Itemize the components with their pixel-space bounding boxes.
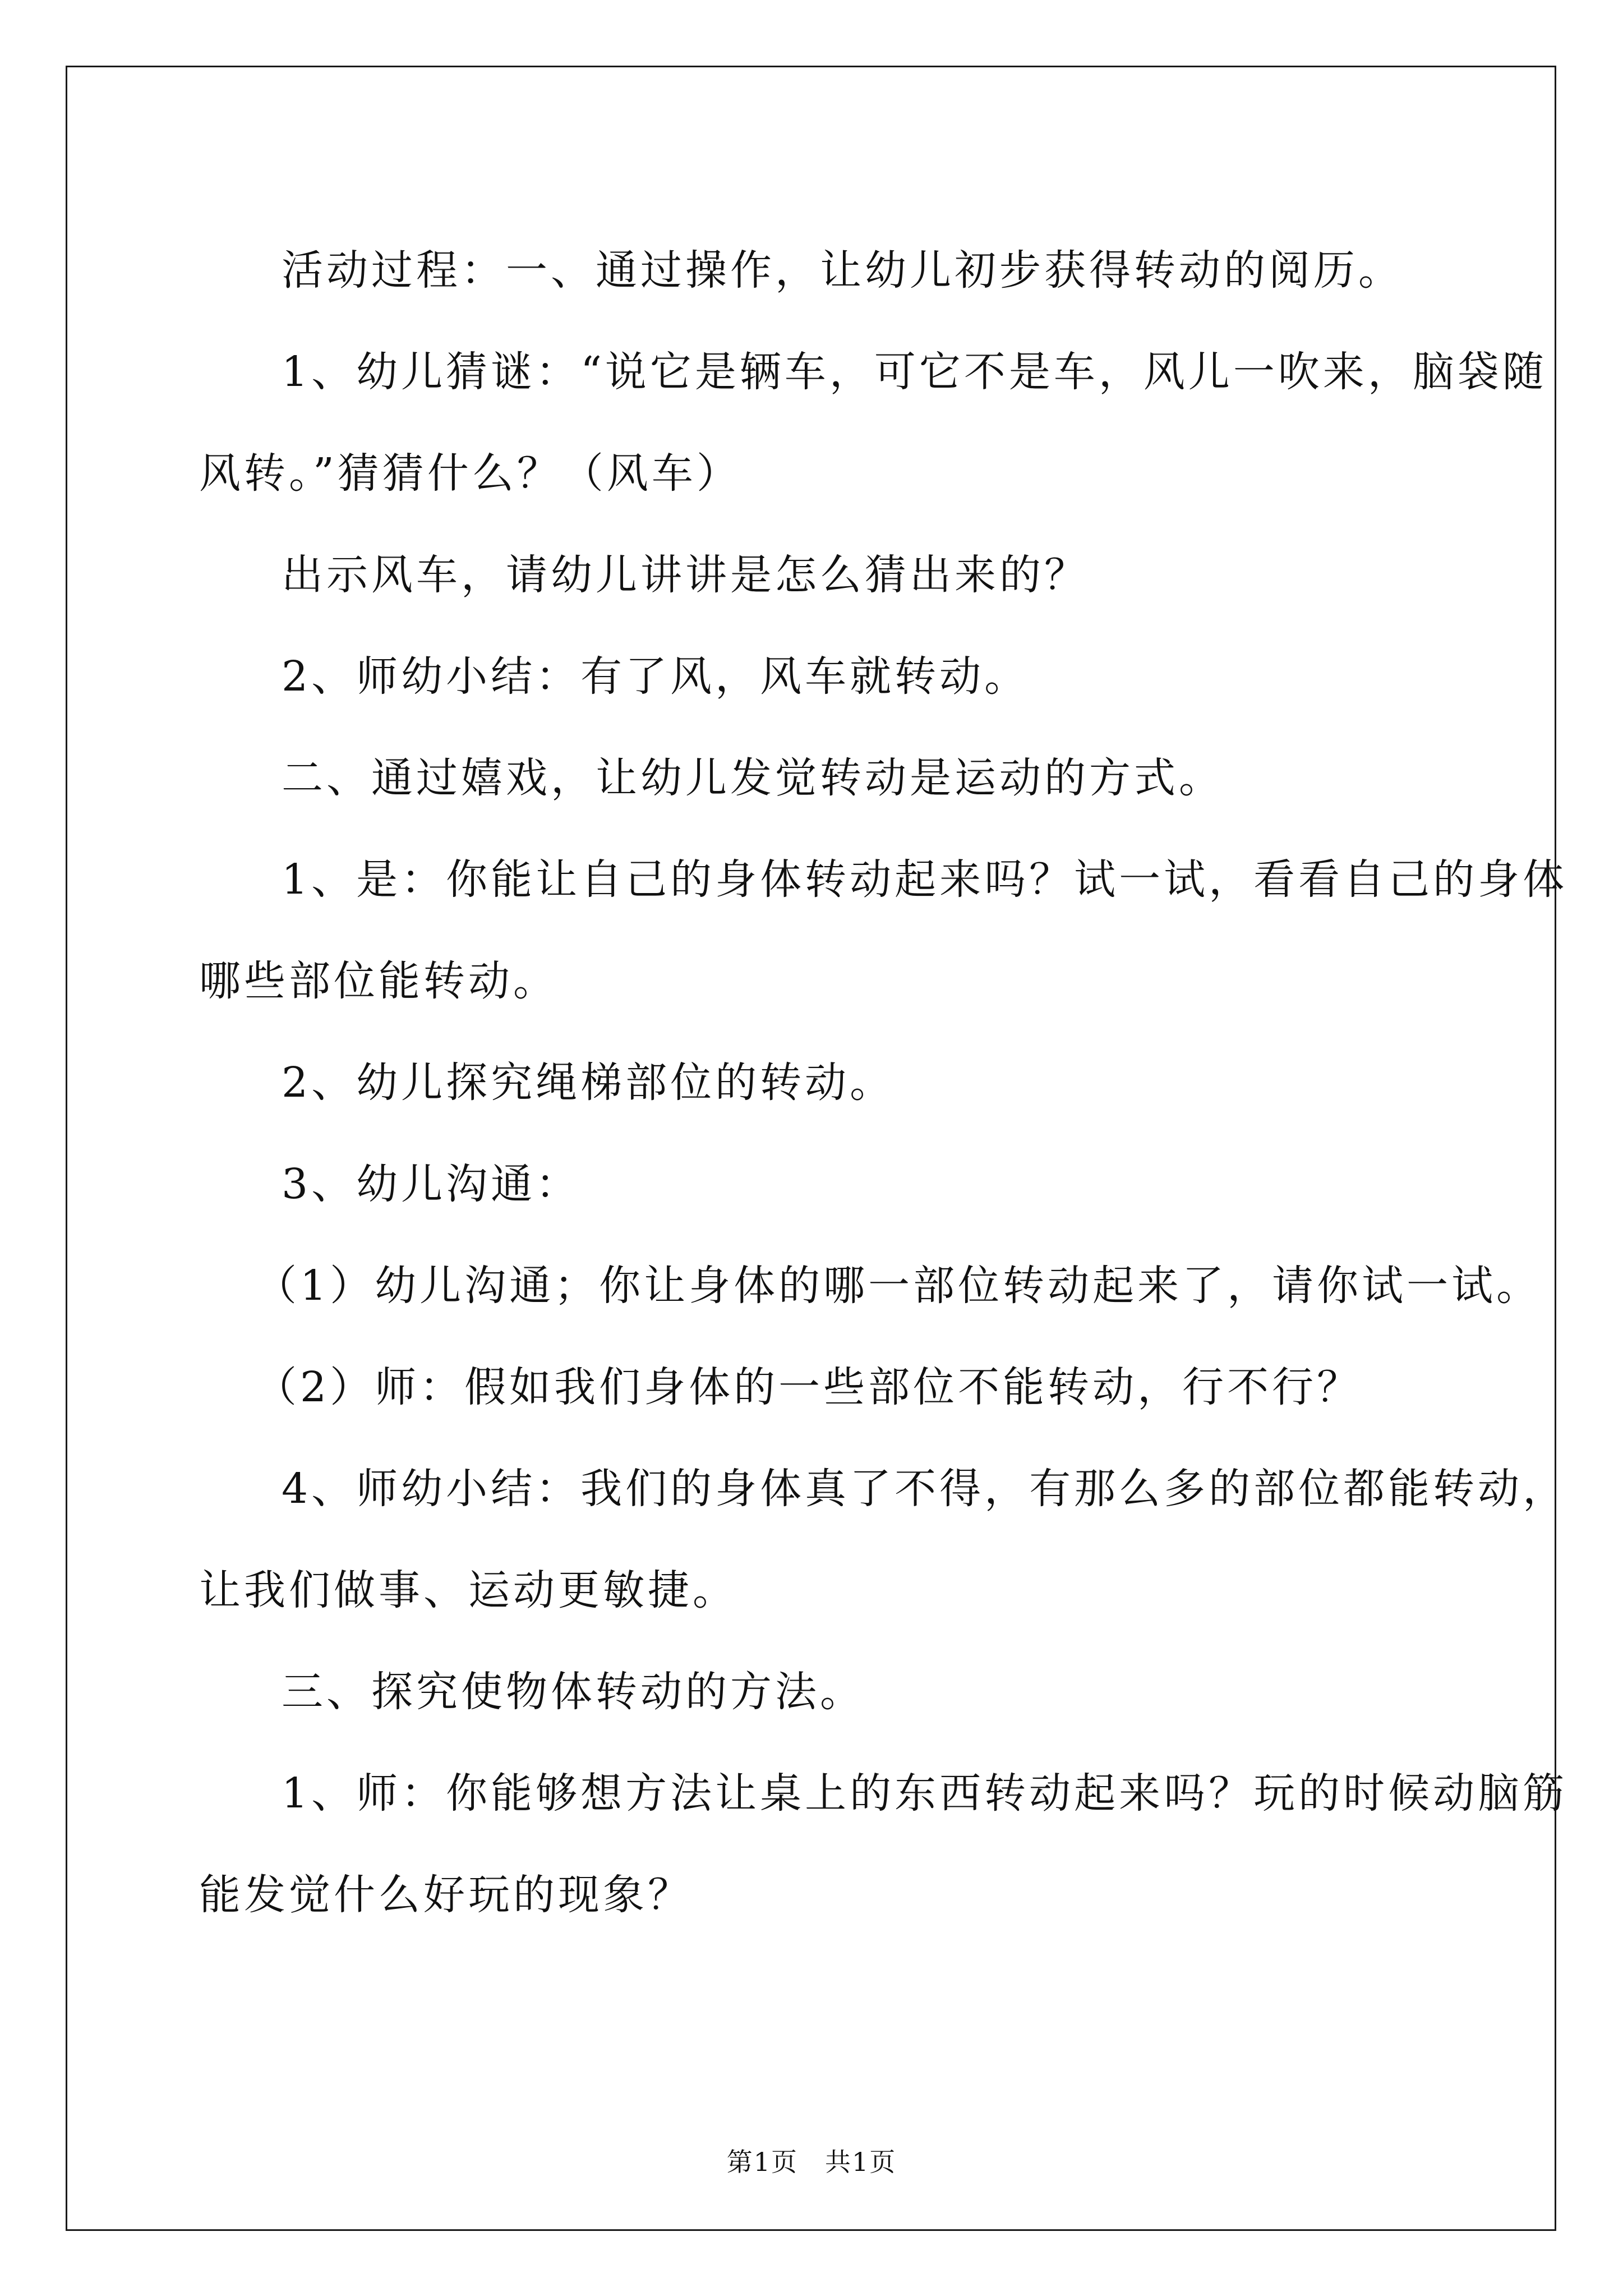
paragraph-line: 2、师幼小结：有了风，风车就转动。 [282,652,1030,701]
paragraph-line: 二、通过嬉戏，让幼儿发觉转动是运动的方式。 [282,754,1224,802]
paragraph-line: 风转。”猜猜什么？（风车） [199,449,741,498]
paragraph-line: 3、幼儿沟通： [282,1160,581,1208]
paragraph-line: 活动过程：一、通过操作，让幼儿初步获得转动的阅历。 [282,246,1403,295]
paragraph-line: 4、师幼小结：我们的身体真了不得，有那么多的部位都能转动， [282,1465,1568,1513]
paragraph-line: （2）师：假如我们身体的一些部位不能转动，行不行？ [255,1363,1362,1411]
paragraph-line: （1）幼儿沟通；你让身体的哪一部位转动起来了，请你试一试。 [255,1262,1542,1310]
page-footer: 第1页 共1页 [726,2147,897,2177]
paragraph-line: 让我们做事、运动更敏捷。 [199,1566,737,1614]
paragraph-line: 2、幼儿探究绳梯部位的转动。 [282,1059,895,1107]
paragraph-line: 1、是：你能让自己的身体转动起来吗？试一试，看看自己的身体 [282,855,1568,904]
paragraph-line: 1、幼儿猜谜：“说它是辆车，可它不是车，风儿一吹来，脑袋随 [282,348,1547,396]
paragraph-line: 1、师：你能够想方法让桌上的东西转动起来吗？玩的时候动脑筋 [282,1769,1568,1818]
paragraph-line: 哪些部位能转动。 [199,957,558,1005]
paragraph-line: 能发觉什么好玩的现象？ [199,1871,693,1919]
document-body [199,220,1568,1946]
paragraph-line: 三、探究使物体转动的方法。 [282,1668,865,1716]
paragraph-list [199,220,1568,1946]
paragraph-line: 出示风车，请幼儿讲讲是怎么猜出来的？ [282,551,1089,599]
